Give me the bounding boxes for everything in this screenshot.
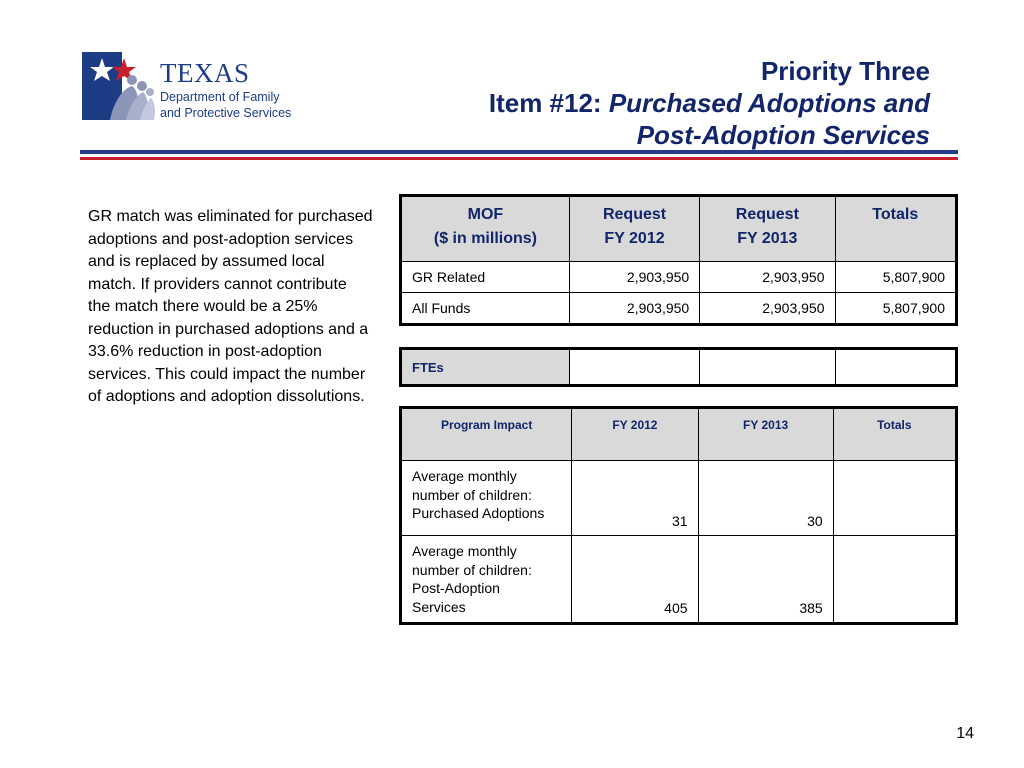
label-line: Services <box>412 598 466 615</box>
header-fy2013-line1: Request <box>735 206 799 223</box>
header-fy2012-line2: FY 2012 <box>604 230 665 247</box>
header-fy2012-line1: Request <box>602 206 667 223</box>
ftes-cell-fy2012 <box>570 349 700 386</box>
title-item-prefix: Item #12: <box>488 88 609 118</box>
ftes-label: FTEs <box>401 349 570 386</box>
header-request-fy2012 <box>569 196 699 262</box>
cell-value <box>833 536 956 624</box>
cell-value: 5,807,900 <box>835 293 957 325</box>
title-line-1: Priority Three <box>760 56 930 86</box>
cell-value: 405 <box>572 536 698 624</box>
header-fy2013: FY 2013 <box>698 408 833 461</box>
header-totals: Totals <box>833 408 956 461</box>
label-line: Post-Adoption <box>412 580 500 596</box>
row-label-all-funds: All Funds <box>401 293 570 325</box>
logo-protective-services-text: and Protective Services <box>160 106 292 120</box>
dfps-logo <box>80 50 290 122</box>
body-paragraph: GR match was eliminated for purchased adoptions and post-adoption services and is replaced by assumed local match. If providers cannot contribute the match there would be a 25% reduction in purchased adoptions and a 33.6% reduction in post-adoption services. This could impact the number of adoptions and adoption dissolutions. <box>88 208 373 405</box>
program-impact-table <box>399 406 958 625</box>
header-totals <box>835 196 957 262</box>
cell-value: 30 <box>698 461 833 536</box>
cell-value: 31 <box>572 461 698 536</box>
title-line-3: Post-Adoption Services <box>636 120 930 150</box>
row-label-purchased-adoptions <box>401 461 572 536</box>
header-fy2013-line2: FY 2013 <box>737 230 798 247</box>
cell-value <box>833 461 956 536</box>
title-item-name-1: Purchased Adoptions and <box>608 88 930 118</box>
header-mof <box>401 196 570 262</box>
slide-title <box>489 55 930 151</box>
header-totals-line1: Totals <box>872 206 919 223</box>
row-label-post-adoption-services <box>401 536 572 624</box>
ftes-cell-totals <box>835 349 956 386</box>
cell-value: 2,903,950 <box>569 262 699 293</box>
label-line: number of children: <box>412 486 532 503</box>
header-rule-blue <box>80 150 958 154</box>
row-label-gr-related: GR Related <box>401 262 570 293</box>
ftes-cell-fy2013 <box>700 349 835 386</box>
funding-table <box>399 194 958 326</box>
header-rule-red <box>80 157 958 160</box>
cell-value: 2,903,950 <box>569 293 699 325</box>
header-mof-line1: MOF <box>467 206 504 223</box>
cell-value: 385 <box>698 536 833 624</box>
cell-value: 5,807,900 <box>835 262 957 293</box>
header-program-impact: Program Impact <box>401 408 572 461</box>
table-row <box>401 293 957 325</box>
cell-value: 2,903,950 <box>700 293 835 325</box>
table-row <box>401 349 957 386</box>
label-line: Purchased Adoptions <box>412 505 545 521</box>
logo-texas-text: TEXAS <box>160 58 250 88</box>
table-row <box>401 536 957 624</box>
ftes-table <box>399 347 958 387</box>
impact-header-row <box>401 408 957 461</box>
table-row <box>401 262 957 293</box>
label-line: Average monthly <box>412 543 517 559</box>
dfps-star-people-logo-icon <box>80 50 158 122</box>
header-request-fy2013 <box>700 196 835 262</box>
header-fy2012: FY 2012 <box>572 408 698 461</box>
table-row <box>401 461 957 536</box>
title-line-2 <box>489 87 930 119</box>
header-mof-line2: ($ in millions) <box>433 230 537 247</box>
label-line: Average monthly <box>412 468 517 484</box>
page-number: 14 <box>956 725 974 742</box>
label-line: number of children: <box>412 561 532 578</box>
logo-department-text: Department of Family <box>160 90 280 104</box>
cell-value: 2,903,950 <box>700 262 835 293</box>
funding-header-row <box>401 196 957 262</box>
